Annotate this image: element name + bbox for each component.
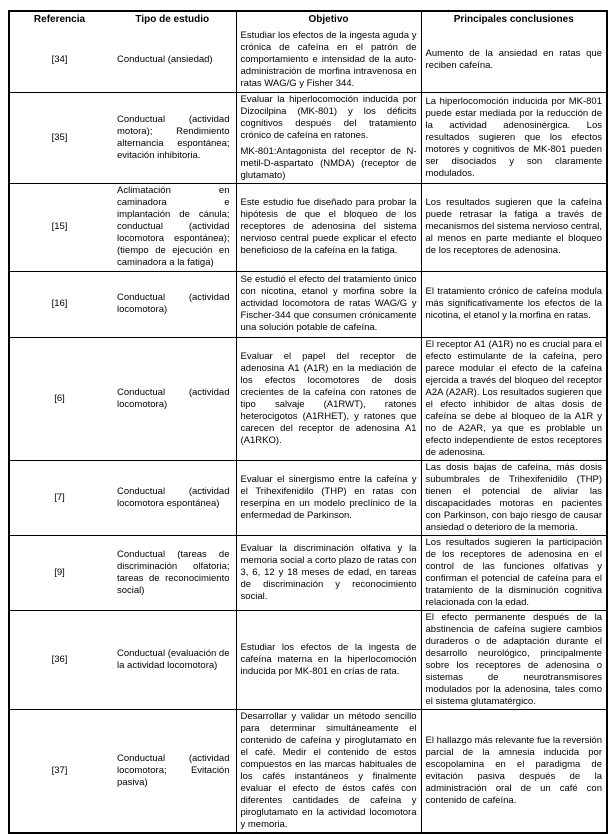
studies-table [8,10,608,834]
ref-cell: [9] [9,535,109,610]
ref-cell: [6] [9,337,109,460]
ref-cell: [34] [51,53,68,65]
ref-cell: [16] [9,271,109,337]
objetivo-cell: Evaluar el sinergismo entre la cafeína y el Trihexifenidilo (THP) en ratas con reserpina en un modelo preclínico de la enfermedad de Parkinson. [236,460,421,535]
tipo-cell: Conductual (ansiedad) [117,53,213,65]
conclusiones-cell: Los resultados sugieren que la cafeína puede retrasar la fatiga a través de mecanismos del sistema nervioso central, al menos en parte mediante el bloqueo de los receptores de adenosina. [421,183,607,271]
header-principales-conclusiones: Principales conclusiones [421,11,607,28]
conclusiones-cell: Los resultados sugieren la participación de los receptores de adenosina en el control de las funciones olfativas y confirman el potencial de cafeína para el tratamiento de la disminución cognitiva relacionada con la edad. [421,535,607,610]
tipo-cell: Conductual (actividad locomotora; Evitación pasiva) [109,709,236,833]
table-row [9,92,607,183]
table-row [9,337,607,460]
tipo-cell: Conductual (tareas de discriminación olfatoria; tareas de reconocimiento social) [109,535,236,610]
objetivo-cell: Evaluar el papel del receptor de adenosina A1 (A1R) en la mediación de los efectos locomotores de dosis crecientes de la cafeína con ratones de tipo salvaje (A1RWT), ratones heterocigotos (A1RHET), y ratones que carecen del receptor de adenosina A1 (A1RKO). [236,337,421,460]
header-referencia: Referencia [33,14,86,25]
conclusiones-cell: El receptor A1 (A1R) no es crucial para el efecto estimulante de la cafeína, pero parece modular el efecto de la cafeína ejercida a través del bloqueo del receptor A2A (A2AR). Los resultados sugieren que el efecto inhibidor de altas dosis de cafeína se debe al bloqueo de la A1R y no de A2AR, ya que es problable un efecto independiente de estos receptores de adenosina. [421,337,607,460]
conclusiones-cell: Las dosis bajas de cafeína, más dosis subumbrales de Trihexifenidilo (THP) tienen el potencial de aliviar las discapacidades motoras en pacientes con Parkinson, con bajo riesgo de causar ansiedad o deterioro de la memoria. [421,460,607,535]
header-objetivo: Objetivo [236,11,421,28]
table-row [9,271,607,337]
tipo-cell: Conductual (actividad locomotora) [109,337,236,460]
ref-cell: [15] [9,183,109,271]
ref-cell: [36] [9,610,109,709]
table-row [9,183,607,271]
objetivo-text: Evaluar la hiperlocomoción inducida por Dizocilpina (MK-801) y los déficits cognitivos después del tratamiento crónico de cafeína en ratones. [240,93,417,141]
tipo-cell: Conductual (evaluación de la actividad locomotora) [109,610,236,709]
table-row [9,610,607,709]
table-row [9,709,607,833]
tipo-cell: Conductual (actividad motora); Rendimiento alternancia espontánea; evitación inhibitoria. [109,92,236,183]
ref-cell: [35] [9,92,109,183]
objetivo-cell: Estudiar los efectos de la ingesta aguda y crónica de cafeína en el patrón de comportamiento e intensidad de la auto-administración de morfina intravenosa en ratas WAG/G y Fisher 344. [236,28,421,92]
objetivo-cell [236,92,421,183]
objetivo-note: MK-801:Antagonista del receptor de N-metil-D-aspartato (NMDA) (receptor de glutamato) [240,145,417,181]
ref-cell: [37] [9,709,109,833]
conclusiones-cell: Aumento de la ansiedad en ratas que reciben cafeína. [421,28,607,92]
conclusiones-cell: La hiperlocomoción inducida por MK-801 puede estar mediada por la reducción de la actividad adenosinérgica. Los resultados sugieren que los efectos motores y cognitivos de MK-801 pueden ser disociados y son claramente modulados. [421,92,607,183]
table-row [9,460,607,535]
conclusiones-cell: El efecto permanente después de la abstinencia de cafeína sugiere cambios duraderos o de adaptación durante el desarrollo neurológico, principalmente sobre los receptores de adenosina o sistemas de neurotransmisores modulados por la adenosina, tales como el sistema glutamatérgico. [421,610,607,709]
table-row [9,535,607,610]
table-row [9,28,607,92]
conclusiones-cell: El hallazgo más relevante fue la reversión parcial de la amnesia inducida por escopolamina en el paradigma de evitación pasiva después de la administración oral de un café con contenido de cafeína. [421,709,607,833]
objetivo-cell: Desarrollar y validar un método sencillo para determinar simultáneamente el contenido de cafeína y piroglutamato en el café. Medir el contenido de estos compuestos en las marcas habituales de los cafés instantáneos y finalmente evaluar el efecto de éstos cafés con diferentes cantidades de cafeína y piroglutamato en la actividad locomotora y memoria. [236,709,421,833]
objetivo-cell: Evaluar la discriminación olfativa y la memoria social a corto plazo de ratas con 3, 6, 12 y 18 meses de edad, en tareas de discriminación y reconocimiento social. [236,535,421,610]
objetivo-cell: Este estudio fue diseñado para probar la hipótesis de que el bloqueo de los receptores de adenosina del sistema nervioso central puede explicar el efecto beneficioso de la cafeína en la fatiga. [236,183,421,271]
conclusiones-cell: El tratamiento crónico de cafeína modula más significativamente los efectos de la nicotina, el etanol y la morfina en ratas. [421,271,607,337]
ref-cell: [7] [9,460,109,535]
objetivo-cell: Estudiar los efectos de la ingesta de cafeína materna en la hiperlocomoción inducida por MK-801 en crías de rata. [236,610,421,709]
header-row [9,11,607,28]
tipo-cell: Aclimatación en caminadora e implantación de cánula; conductual (actividad locomotora espontánea); (tiempo de ejecución en caminadora a la fatiga) [109,183,236,271]
objetivo-cell: Se estudió el efecto del tratamiento único con nicotina, etanol y morfina sobre la actividad locomotora de ratas WAG/G y Fischer-344 que consumen crónicamente una solución potable de cafeína. [236,271,421,337]
tipo-cell: Conductual (actividad locomotora) [109,271,236,337]
header-tipo-de-estudio: Tipo de estudio [135,14,210,25]
tipo-cell: Conductual (actividad locomotora espontánea) [109,460,236,535]
